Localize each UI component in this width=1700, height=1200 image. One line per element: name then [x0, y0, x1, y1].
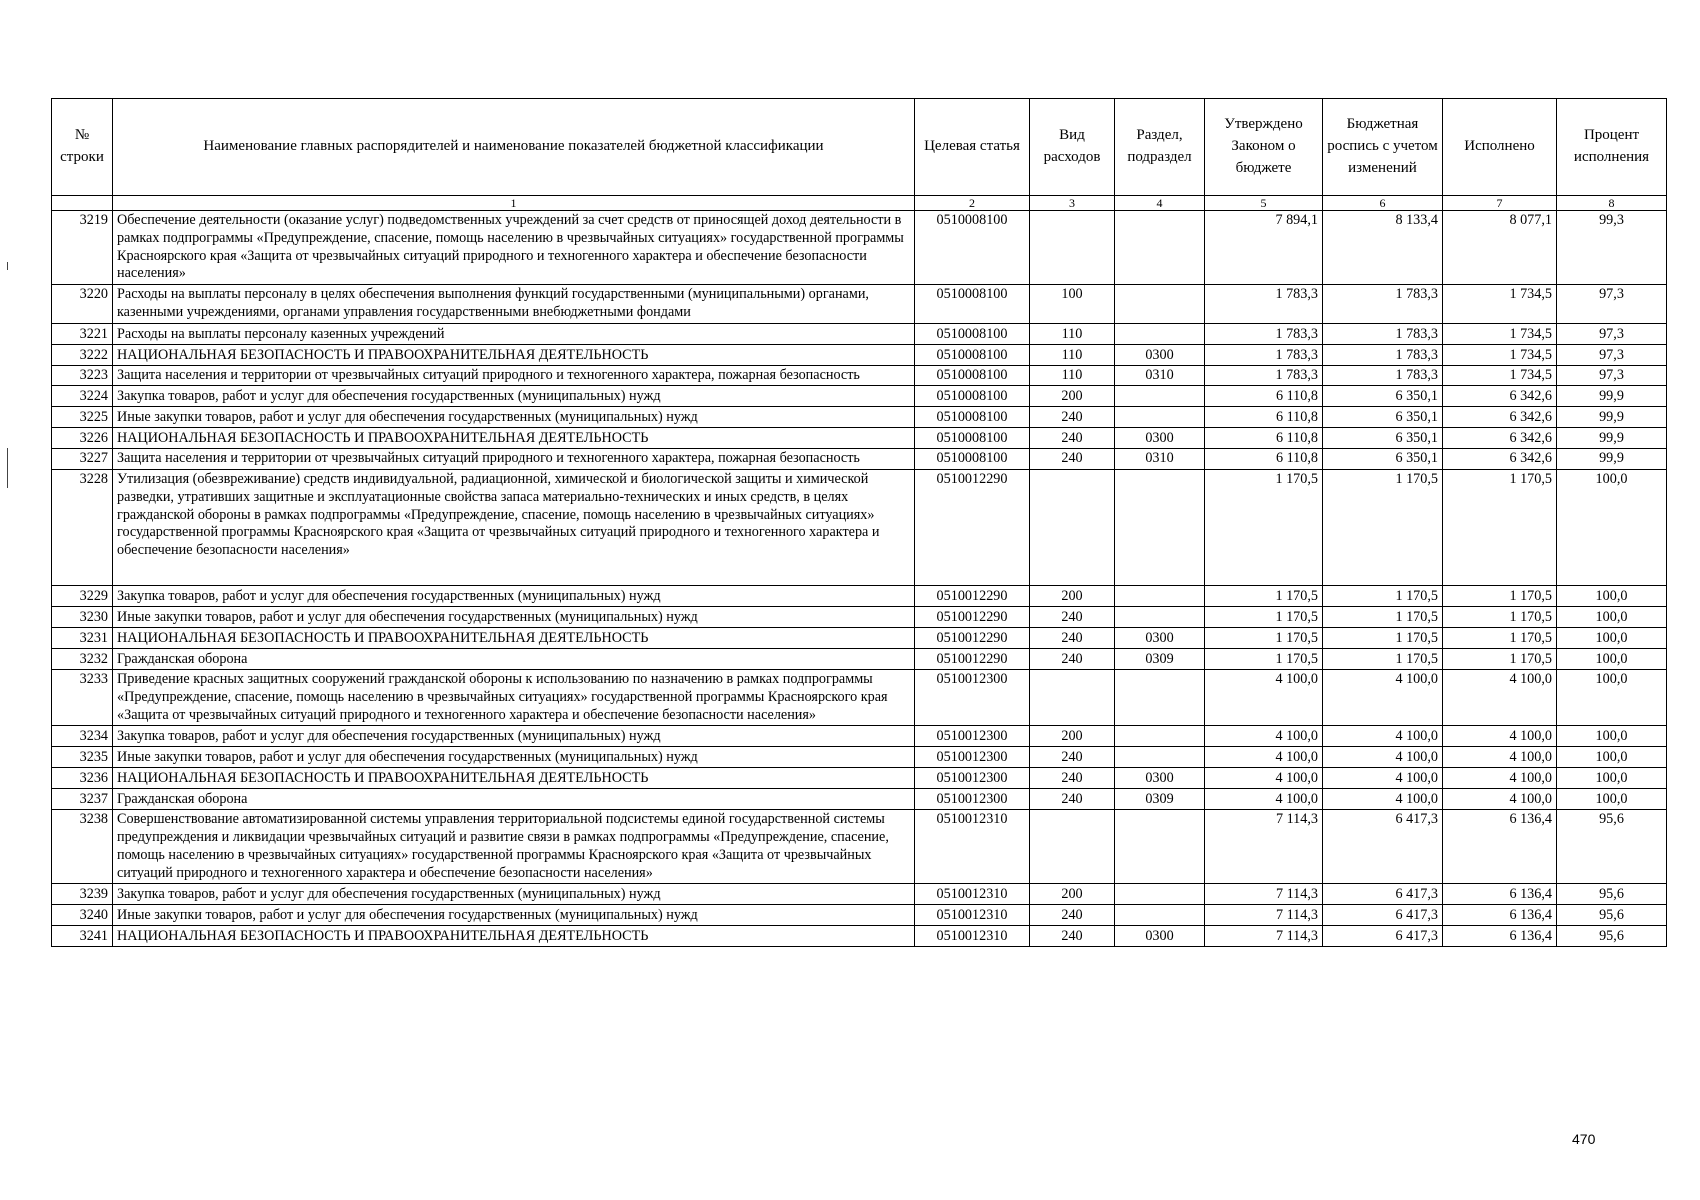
schedule-amount: 8 133,4: [1323, 211, 1443, 285]
section-code: [1115, 884, 1205, 905]
section-code: 0300: [1115, 768, 1205, 789]
expense-kind: [1030, 470, 1115, 586]
row-number: 3228: [52, 470, 113, 586]
page-number: 470: [1572, 1131, 1596, 1147]
executed-amount: 4 100,0: [1443, 789, 1557, 810]
row-number: 3219: [52, 211, 113, 285]
executed-amount: 1 170,5: [1443, 586, 1557, 607]
row-number: 3224: [52, 386, 113, 407]
table-row: [52, 386, 1667, 407]
scan-mark: [7, 262, 8, 270]
execution-percent: 99,9: [1557, 428, 1667, 449]
approved-amount: 1 170,5: [1205, 470, 1323, 586]
target-article: 0510012310: [915, 905, 1030, 926]
approved-amount: 4 100,0: [1205, 747, 1323, 768]
executed-amount: 6 136,4: [1443, 926, 1557, 947]
executed-amount: 1 170,5: [1443, 649, 1557, 670]
executed-amount: 1 734,5: [1443, 323, 1557, 344]
target-article: 0510012310: [915, 810, 1030, 884]
section-code: [1115, 285, 1205, 324]
table-row: [52, 926, 1667, 947]
table-row: [52, 285, 1667, 324]
expense-kind: [1030, 211, 1115, 285]
row-number: 3227: [52, 449, 113, 470]
executed-amount: 1 734,5: [1443, 285, 1557, 324]
table-row: [52, 810, 1667, 884]
expense-kind: 240: [1030, 905, 1115, 926]
executed-amount: 4 100,0: [1443, 768, 1557, 789]
target-article: 0510008100: [915, 344, 1030, 365]
executed-amount: 6 136,4: [1443, 810, 1557, 884]
column-number: 5: [1205, 196, 1323, 211]
row-number: 3231: [52, 628, 113, 649]
schedule-amount: 1 783,3: [1323, 323, 1443, 344]
row-name: Закупка товаров, работ и услуг для обеспечения государственных (муниципальных) нужд: [113, 726, 915, 747]
row-number: 3237: [52, 789, 113, 810]
schedule-amount: 6 350,1: [1323, 407, 1443, 428]
expense-kind: [1030, 670, 1115, 726]
execution-percent: 100,0: [1557, 747, 1667, 768]
schedule-amount: 1 170,5: [1323, 586, 1443, 607]
execution-percent: 95,6: [1557, 884, 1667, 905]
row-name: Защита населения и территории от чрезвычайных ситуаций природного и техногенного характера, пожарная безопасность: [113, 449, 915, 470]
executed-amount: 1 170,5: [1443, 628, 1557, 649]
schedule-amount: 1 783,3: [1323, 365, 1443, 386]
expense-kind: 110: [1030, 344, 1115, 365]
section-code: [1115, 470, 1205, 586]
approved-amount: 1 170,5: [1205, 649, 1323, 670]
row-name: Гражданская оборона: [113, 789, 915, 810]
section-code: [1115, 586, 1205, 607]
execution-percent: 100,0: [1557, 470, 1667, 586]
column-number: 1: [113, 196, 915, 211]
row-number: 3232: [52, 649, 113, 670]
table-row: [52, 789, 1667, 810]
row-name: Расходы на выплаты персоналу в целях обеспечения выполнения функций государственными (муниципальными) органами, казенными учреждениями, органами управления государственными внебюджетными фондами: [113, 285, 915, 324]
table-row: [52, 607, 1667, 628]
row-name: Закупка товаров, работ и услуг для обеспечения государственных (муниципальных) нужд: [113, 386, 915, 407]
row-name: Иные закупки товаров, работ и услуг для обеспечения государственных (муниципальных) нужд: [113, 407, 915, 428]
execution-percent: 99,9: [1557, 386, 1667, 407]
schedule-amount: 4 100,0: [1323, 747, 1443, 768]
row-number: 3234: [52, 726, 113, 747]
expense-kind: 240: [1030, 607, 1115, 628]
row-name: Обеспечение деятельности (оказание услуг) подведомственных учреждений за счет средств от приносящей доход деятельности в рамках подпрограммы «Предупреждение, спасение, помощь населению в чрезвычайных ситуациях» государственной программы Красноярского края «Защита от чрезвычайных ситуаций природного и техногенного характера и обеспечение безопасности населения»: [113, 211, 915, 285]
executed-amount: 6 136,4: [1443, 884, 1557, 905]
table-row: [52, 470, 1667, 586]
row-name: Совершенствование автоматизированной системы управления территориальной подсистемы единой государственной системы предупреждения и ликвидации чрезвычайных ситуаций и развитие связи в рамках подпрограммы «Предупреждение, спасение, помощь населению в чрезвычайных ситуациях» государственной программы Красноярского края «Защита от чрезвычайных ситуаций природного и техногенного характера и обеспечение безопасности населения»: [113, 810, 915, 884]
column-number: 7: [1443, 196, 1557, 211]
expense-kind: 110: [1030, 323, 1115, 344]
schedule-amount: 1 170,5: [1323, 607, 1443, 628]
schedule-amount: 4 100,0: [1323, 670, 1443, 726]
table-row: [52, 768, 1667, 789]
target-article: 0510008100: [915, 407, 1030, 428]
row-number: 3241: [52, 926, 113, 947]
row-number: 3240: [52, 905, 113, 926]
target-article: 0510008100: [915, 449, 1030, 470]
executed-amount: 4 100,0: [1443, 726, 1557, 747]
target-article: 0510008100: [915, 365, 1030, 386]
section-code: 0310: [1115, 449, 1205, 470]
target-article: 0510008100: [915, 285, 1030, 324]
row-number: 3220: [52, 285, 113, 324]
row-number: 3235: [52, 747, 113, 768]
header-row: [52, 99, 1667, 196]
row-name: Иные закупки товаров, работ и услуг для обеспечения государственных (муниципальных) нужд: [113, 905, 915, 926]
header-executed: Исполнено: [1443, 99, 1557, 196]
expense-kind: 100: [1030, 285, 1115, 324]
target-article: 0510012290: [915, 586, 1030, 607]
column-number: 8: [1557, 196, 1667, 211]
section-code: 0300: [1115, 926, 1205, 947]
schedule-amount: 6 350,1: [1323, 428, 1443, 449]
approved-amount: 7 114,3: [1205, 905, 1323, 926]
schedule-amount: 6 350,1: [1323, 386, 1443, 407]
row-number: 3225: [52, 407, 113, 428]
executed-amount: 8 077,1: [1443, 211, 1557, 285]
table-row: [52, 649, 1667, 670]
schedule-amount: 1 783,3: [1323, 344, 1443, 365]
section-code: [1115, 810, 1205, 884]
section-code: 0310: [1115, 365, 1205, 386]
table-row: [52, 726, 1667, 747]
schedule-amount: 4 100,0: [1323, 726, 1443, 747]
row-number: 3233: [52, 670, 113, 726]
section-code: [1115, 670, 1205, 726]
execution-percent: 100,0: [1557, 607, 1667, 628]
row-number: 3239: [52, 884, 113, 905]
approved-amount: 7 114,3: [1205, 810, 1323, 884]
expense-kind: 240: [1030, 407, 1115, 428]
execution-percent: 100,0: [1557, 789, 1667, 810]
row-number: 3221: [52, 323, 113, 344]
row-name: Иные закупки товаров, работ и услуг для обеспечения государственных (муниципальных) нужд: [113, 607, 915, 628]
schedule-amount: 1 170,5: [1323, 470, 1443, 586]
section-code: 0309: [1115, 789, 1205, 810]
expense-kind: 200: [1030, 726, 1115, 747]
row-number: 3229: [52, 586, 113, 607]
execution-percent: 99,9: [1557, 407, 1667, 428]
approved-amount: 6 110,8: [1205, 428, 1323, 449]
table-row: [52, 211, 1667, 285]
execution-percent: 100,0: [1557, 586, 1667, 607]
section-code: [1115, 211, 1205, 285]
executed-amount: 6 136,4: [1443, 905, 1557, 926]
section-code: 0300: [1115, 428, 1205, 449]
table-row: [52, 628, 1667, 649]
expense-kind: 240: [1030, 649, 1115, 670]
executed-amount: 1 734,5: [1443, 344, 1557, 365]
target-article: 0510012290: [915, 649, 1030, 670]
expense-kind: 240: [1030, 789, 1115, 810]
section-code: 0309: [1115, 649, 1205, 670]
row-name: НАЦИОНАЛЬНАЯ БЕЗОПАСНОСТЬ И ПРАВООХРАНИТЕЛЬНАЯ ДЕЯТЕЛЬНОСТЬ: [113, 628, 915, 649]
expense-kind: 200: [1030, 586, 1115, 607]
row-name: НАЦИОНАЛЬНАЯ БЕЗОПАСНОСТЬ И ПРАВООХРАНИТЕЛЬНАЯ ДЕЯТЕЛЬНОСТЬ: [113, 926, 915, 947]
execution-percent: 99,3: [1557, 211, 1667, 285]
row-name: Приведение красных защитных сооружений гражданской обороны к использованию по назначению в рамках подпрограммы «Предупреждение, спасение, помощь населению в чрезвычайных ситуациях» государственной программы Красноярского края «Защита от чрезвычайных ситуаций природного и техногенного характера и обеспечение безопасности населения»: [113, 670, 915, 726]
table-row: [52, 905, 1667, 926]
column-number: 3: [1030, 196, 1115, 211]
schedule-amount: 4 100,0: [1323, 768, 1443, 789]
approved-amount: 6 110,8: [1205, 449, 1323, 470]
section-code: 0300: [1115, 628, 1205, 649]
table-row: [52, 747, 1667, 768]
schedule-amount: 4 100,0: [1323, 789, 1443, 810]
section-code: [1115, 747, 1205, 768]
executed-amount: 6 342,6: [1443, 386, 1557, 407]
header-row-no: № строки: [52, 99, 113, 196]
target-article: 0510012290: [915, 628, 1030, 649]
target-article: 0510012310: [915, 884, 1030, 905]
header-name: Наименование главных распорядителей и наименование показателей бюджетной классификации: [113, 99, 915, 196]
schedule-amount: 6 350,1: [1323, 449, 1443, 470]
expense-kind: 240: [1030, 747, 1115, 768]
execution-percent: 97,3: [1557, 285, 1667, 324]
table-row: [52, 449, 1667, 470]
section-code: [1115, 323, 1205, 344]
execution-percent: 97,3: [1557, 365, 1667, 386]
row-name: НАЦИОНАЛЬНАЯ БЕЗОПАСНОСТЬ И ПРАВООХРАНИТЕЛЬНАЯ ДЕЯТЕЛЬНОСТЬ: [113, 344, 915, 365]
schedule-amount: 6 417,3: [1323, 884, 1443, 905]
row-name: НАЦИОНАЛЬНАЯ БЕЗОПАСНОСТЬ И ПРАВООХРАНИТЕЛЬНАЯ ДЕЯТЕЛЬНОСТЬ: [113, 428, 915, 449]
execution-percent: 100,0: [1557, 768, 1667, 789]
header-percent: Процент исполнения: [1557, 99, 1667, 196]
table-body: [52, 211, 1667, 947]
table-row: [52, 323, 1667, 344]
header-schedule: Бюджетная роспись с учетом изменений: [1323, 99, 1443, 196]
row-name: Утилизация (обезвреживание) средств индивидуальной, радиационной, химической и биологической защиты и химической разведки, утративших защитные и эксплуатационные свойства запаса материально-технических и иных средств, в целях гражданской обороны в рамках подпрограммы «Предупреждение, спасение, помощь населению в чрезвычайных ситуациях» государственной программы Красноярского края «Защита от чрезвычайных ситуаций природного и техногенного характера и обеспечение безопасности населения»: [113, 470, 915, 586]
approved-amount: 4 100,0: [1205, 670, 1323, 726]
approved-amount: 1 783,3: [1205, 365, 1323, 386]
target-article: 0510008100: [915, 211, 1030, 285]
row-number: 3230: [52, 607, 113, 628]
approved-amount: 1 170,5: [1205, 628, 1323, 649]
target-article: 0510008100: [915, 428, 1030, 449]
approved-amount: 1 170,5: [1205, 586, 1323, 607]
schedule-amount: 6 417,3: [1323, 926, 1443, 947]
execution-percent: 100,0: [1557, 670, 1667, 726]
schedule-amount: 1 170,5: [1323, 649, 1443, 670]
approved-amount: 4 100,0: [1205, 789, 1323, 810]
row-name: Расходы на выплаты персоналу казенных учреждений: [113, 323, 915, 344]
column-number: 2: [915, 196, 1030, 211]
expense-kind: 200: [1030, 884, 1115, 905]
section-code: [1115, 607, 1205, 628]
approved-amount: 4 100,0: [1205, 768, 1323, 789]
target-article: 0510012310: [915, 926, 1030, 947]
executed-amount: 1 170,5: [1443, 470, 1557, 586]
table-row: [52, 407, 1667, 428]
expense-kind: 240: [1030, 768, 1115, 789]
approved-amount: 1 783,3: [1205, 344, 1323, 365]
scan-mark: [7, 448, 8, 488]
target-article: 0510012290: [915, 607, 1030, 628]
execution-percent: 95,6: [1557, 926, 1667, 947]
executed-amount: 6 342,6: [1443, 407, 1557, 428]
executed-amount: 6 342,6: [1443, 449, 1557, 470]
executed-amount: 4 100,0: [1443, 747, 1557, 768]
execution-percent: 95,6: [1557, 810, 1667, 884]
header-section: Раздел, подраздел: [1115, 99, 1205, 196]
section-code: 0300: [1115, 344, 1205, 365]
table-row: [52, 428, 1667, 449]
execution-percent: 100,0: [1557, 628, 1667, 649]
section-code: [1115, 905, 1205, 926]
expense-kind: 240: [1030, 926, 1115, 947]
approved-amount: 1 783,3: [1205, 285, 1323, 324]
approved-amount: 6 110,8: [1205, 407, 1323, 428]
table-row: [52, 586, 1667, 607]
expense-kind: 240: [1030, 449, 1115, 470]
approved-amount: 7 114,3: [1205, 926, 1323, 947]
expense-kind: 240: [1030, 628, 1115, 649]
target-article: 0510012300: [915, 747, 1030, 768]
schedule-amount: 1 170,5: [1323, 628, 1443, 649]
executed-amount: 6 342,6: [1443, 428, 1557, 449]
row-number: 3222: [52, 344, 113, 365]
budget-table: [51, 98, 1667, 947]
row-number: 3223: [52, 365, 113, 386]
row-name: Закупка товаров, работ и услуг для обеспечения государственных (муниципальных) нужд: [113, 884, 915, 905]
row-name: Гражданская оборона: [113, 649, 915, 670]
section-code: [1115, 386, 1205, 407]
column-number: 4: [1115, 196, 1205, 211]
row-number: 3236: [52, 768, 113, 789]
section-code: [1115, 726, 1205, 747]
approved-amount: 6 110,8: [1205, 386, 1323, 407]
table-row: [52, 365, 1667, 386]
execution-percent: 100,0: [1557, 649, 1667, 670]
execution-percent: 97,3: [1557, 323, 1667, 344]
executed-amount: 1 734,5: [1443, 365, 1557, 386]
schedule-amount: 6 417,3: [1323, 810, 1443, 884]
row-name: Закупка товаров, работ и услуг для обеспечения государственных (муниципальных) нужд: [113, 586, 915, 607]
expense-kind: [1030, 810, 1115, 884]
target-article: 0510012300: [915, 789, 1030, 810]
approved-amount: 1 170,5: [1205, 607, 1323, 628]
table-row: [52, 344, 1667, 365]
execution-percent: 95,6: [1557, 905, 1667, 926]
execution-percent: 97,3: [1557, 344, 1667, 365]
executed-amount: 4 100,0: [1443, 670, 1557, 726]
executed-amount: 1 170,5: [1443, 607, 1557, 628]
target-article: 0510012300: [915, 768, 1030, 789]
execution-percent: 99,9: [1557, 449, 1667, 470]
column-numbers-row: [52, 196, 1667, 211]
target-article: 0510012290: [915, 470, 1030, 586]
row-name: НАЦИОНАЛЬНАЯ БЕЗОПАСНОСТЬ И ПРАВООХРАНИТЕЛЬНАЯ ДЕЯТЕЛЬНОСТЬ: [113, 768, 915, 789]
approved-amount: 4 100,0: [1205, 726, 1323, 747]
execution-percent: 100,0: [1557, 726, 1667, 747]
expense-kind: 200: [1030, 386, 1115, 407]
table-row: [52, 884, 1667, 905]
expense-kind: 240: [1030, 428, 1115, 449]
header-kind: Вид расходов: [1030, 99, 1115, 196]
row-number: 3238: [52, 810, 113, 884]
section-code: [1115, 407, 1205, 428]
target-article: 0510012300: [915, 726, 1030, 747]
expense-kind: 110: [1030, 365, 1115, 386]
row-name: Защита населения и территории от чрезвычайных ситуаций природного и техногенного характера, пожарная безопасность: [113, 365, 915, 386]
column-number: 6: [1323, 196, 1443, 211]
table-row: [52, 670, 1667, 726]
row-name: Иные закупки товаров, работ и услуг для обеспечения государственных (муниципальных) нужд: [113, 747, 915, 768]
row-number: 3226: [52, 428, 113, 449]
schedule-amount: 6 417,3: [1323, 905, 1443, 926]
target-article: 0510012300: [915, 670, 1030, 726]
target-article: 0510008100: [915, 386, 1030, 407]
schedule-amount: 1 783,3: [1323, 285, 1443, 324]
approved-amount: 1 783,3: [1205, 323, 1323, 344]
column-number: [52, 196, 113, 211]
target-article: 0510008100: [915, 323, 1030, 344]
header-target: Целевая статья: [915, 99, 1030, 196]
approved-amount: 7 894,1: [1205, 211, 1323, 285]
header-approved: Утверждено Законом о бюджете: [1205, 99, 1323, 196]
approved-amount: 7 114,3: [1205, 884, 1323, 905]
